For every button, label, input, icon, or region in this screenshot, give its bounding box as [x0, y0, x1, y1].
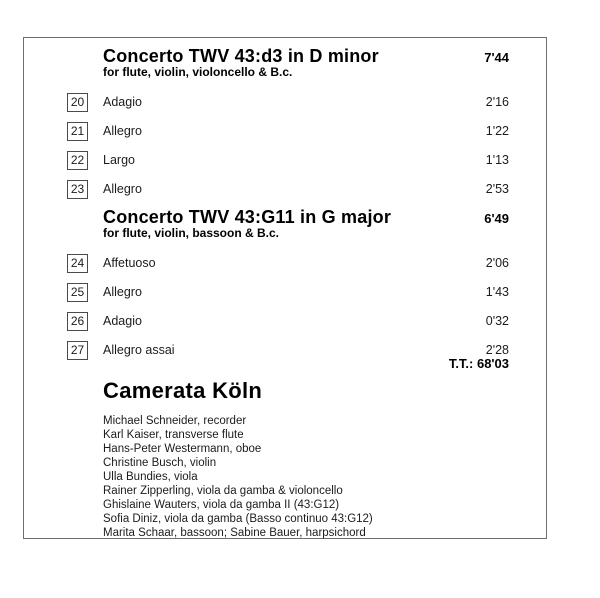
track-label: Adagio	[103, 95, 142, 109]
track-duration: 2'06	[485, 256, 509, 270]
track-number-box: 23	[67, 180, 88, 199]
track-label: Allegro	[103, 124, 142, 138]
performer-line: Ulla Bundies, viola	[103, 471, 198, 483]
track-label: Largo	[103, 153, 135, 167]
performer-line: Christine Busch, violin	[103, 457, 217, 469]
tracks-group	[24, 92, 546, 199]
performers-list	[103, 414, 546, 540]
track-row	[24, 311, 546, 331]
total-time: T.T.: 68'03	[448, 356, 509, 371]
track-duration: 1'43	[485, 285, 509, 299]
track-duration: 0'32	[485, 314, 509, 328]
track-duration: 2'16	[485, 95, 509, 109]
track-number-box: 22	[67, 151, 88, 170]
performer-line: Rainer Zipperling, viola da gamba & violoncello	[103, 485, 343, 497]
track-number-box: 26	[67, 312, 88, 331]
track-number-box: 25	[67, 283, 88, 302]
track-label: Adagio	[103, 314, 142, 328]
works-container	[24, 47, 546, 360]
tracks-group	[24, 253, 546, 360]
work-duration: 7'44	[484, 50, 509, 65]
track-row	[24, 253, 546, 273]
track-label: Allegro	[103, 182, 142, 196]
track-row	[24, 150, 546, 170]
performer-line: Ghislaine Wauters, viola da gamba II (43:G12)	[103, 499, 340, 511]
track-label: Affetuoso	[103, 256, 156, 270]
track-row	[24, 92, 546, 112]
track-row	[24, 282, 546, 302]
work-duration: 6'49	[484, 211, 509, 226]
work-title: Concerto TWV 43:d3 in D minor	[103, 46, 379, 66]
work-header	[24, 208, 546, 240]
track-duration: 1'22	[485, 124, 509, 138]
work-header	[24, 47, 546, 79]
work-subtitle: for flute, violin, violoncello & B.c.	[103, 65, 293, 79]
work-titles	[103, 208, 484, 240]
performer-line: Michael Schneider, recorder	[103, 415, 247, 427]
track-number-box: 21	[67, 122, 88, 141]
work-subtitle: for flute, violin, bassoon & B.c.	[103, 226, 280, 240]
track-duration: 2'53	[485, 182, 509, 196]
work-title: Concerto TWV 43:G11 in G major	[103, 207, 392, 227]
track-label: Allegro assai	[103, 343, 175, 357]
ensemble-section	[24, 379, 546, 540]
track-row	[24, 179, 546, 199]
track-number-box: 27	[67, 341, 88, 360]
track-row	[24, 121, 546, 141]
track-label: Allegro	[103, 285, 142, 299]
performer-line: Karl Kaiser, transverse flute	[103, 429, 244, 441]
performer-line: Sofia Diniz, viola da gamba (Basso continuo 43:G12)	[103, 513, 373, 525]
tracklist-panel	[23, 37, 547, 539]
ensemble-name: Camerata Köln	[103, 378, 263, 403]
track-number-box: 24	[67, 254, 88, 273]
work-titles	[103, 47, 484, 79]
performer-line: Hans-Peter Westermann, oboe	[103, 443, 262, 455]
track-duration: 1'13	[485, 153, 509, 167]
track-number-box: 20	[67, 93, 88, 112]
performer-line: Marita Schaar, bassoon; Sabine Bauer, harpsichord	[103, 527, 366, 539]
track-duration: 2'28	[485, 343, 509, 357]
